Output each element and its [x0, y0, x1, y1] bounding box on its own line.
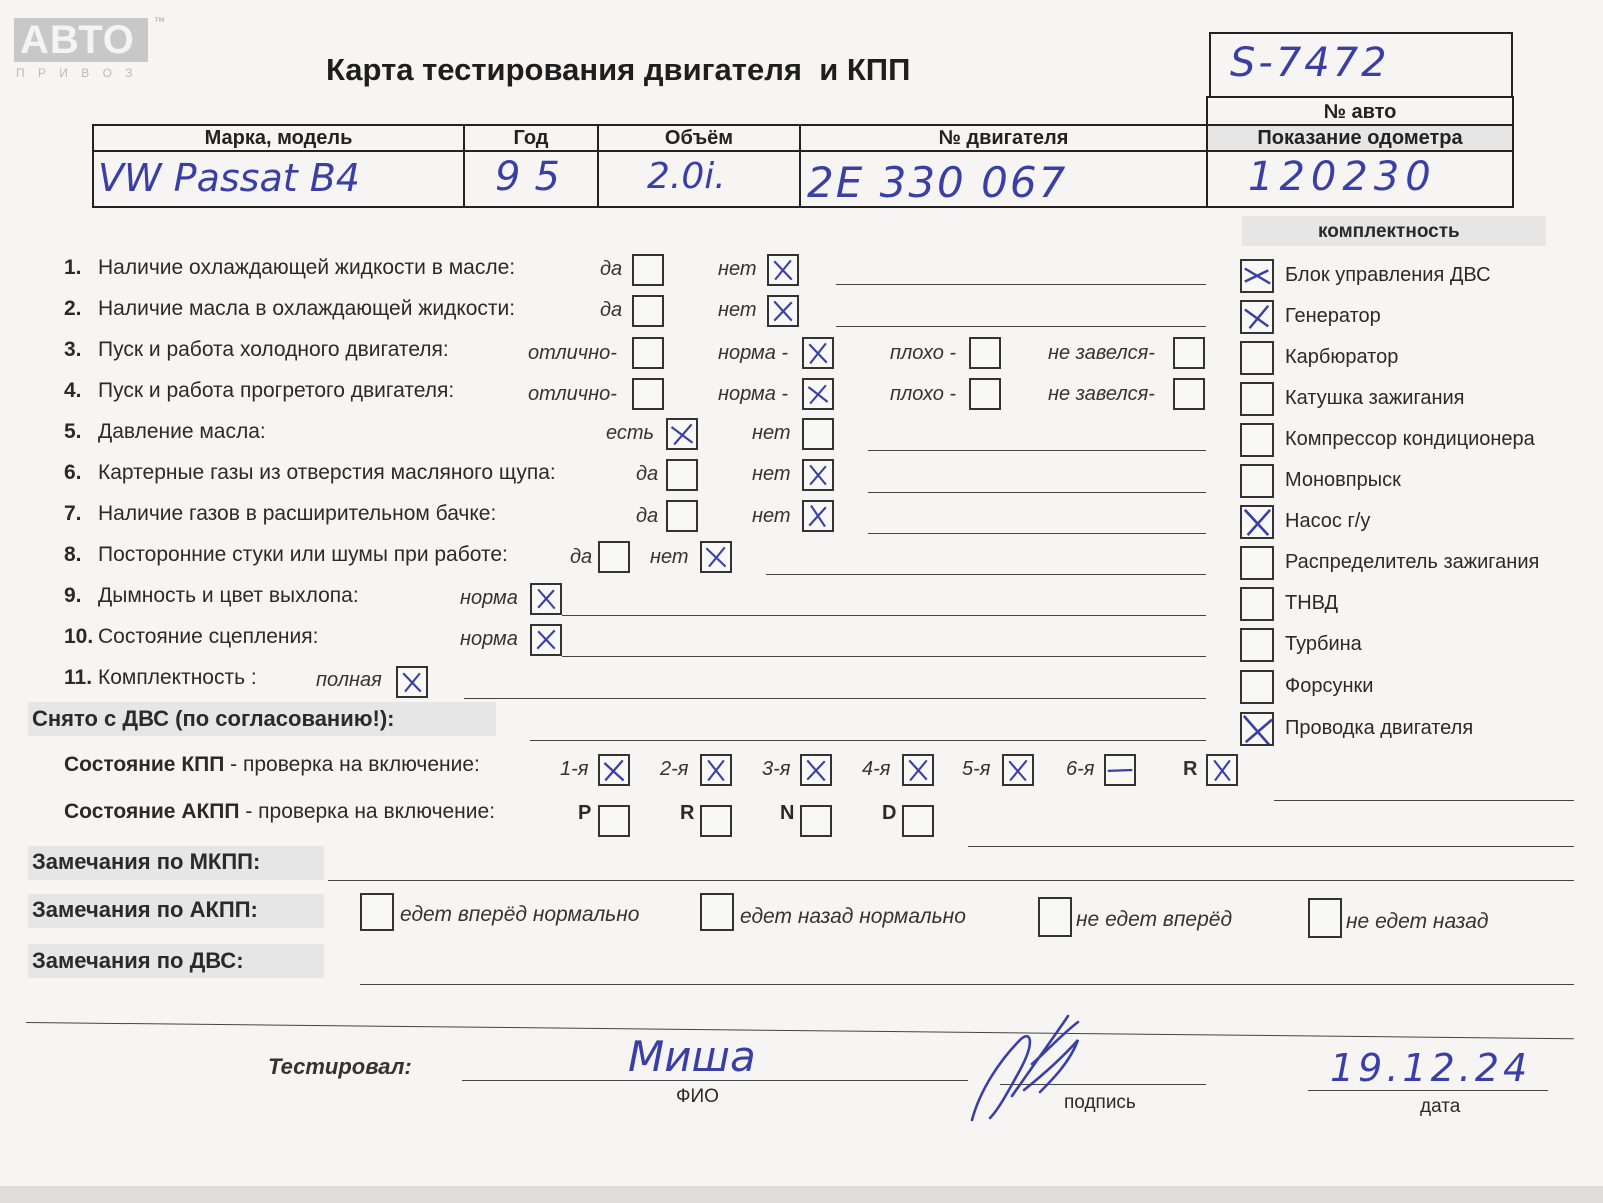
removed-line	[530, 740, 1206, 741]
gear-label: 2-я	[660, 758, 689, 780]
komplekt-checkbox[interactable]	[1240, 712, 1274, 746]
make-model-value: VW Passat B4	[98, 156, 360, 200]
akpp-remark-checkbox[interactable]	[1308, 898, 1342, 938]
check-mark-icon	[1242, 261, 1272, 291]
check-mark-icon	[769, 256, 797, 284]
kpp-label	[64, 753, 480, 777]
option-label: да	[570, 546, 593, 568]
komplekt-label: Проводка двигателя	[1285, 717, 1474, 739]
checkbox-da[interactable]	[632, 254, 664, 286]
gear-label: 4-я	[862, 758, 891, 780]
item-text: Наличие охлаждающей жидкости в масле:	[98, 256, 516, 279]
komplekt-label: Компрессор кондиционера	[1285, 428, 1535, 450]
item-text: Картерные газы из отверстия масляного щупа:	[98, 461, 556, 484]
check-mark-icon	[804, 380, 832, 408]
komplekt-label: Насос г/у	[1285, 510, 1371, 532]
col-odometer: Показание одометра	[1207, 125, 1513, 151]
checkbox-norma[interactable]	[530, 624, 562, 656]
item-text: Дымность и цвет выхлопа:	[98, 584, 359, 607]
mode-label: D	[882, 802, 897, 824]
komplekt-checkbox[interactable]	[1240, 464, 1274, 498]
item-number: 8.	[64, 543, 82, 566]
option-label: да	[600, 299, 623, 321]
mode-label: N	[780, 802, 795, 824]
checkbox-net[interactable]	[700, 541, 732, 573]
check-mark-icon	[532, 626, 560, 654]
komplekt-checkbox[interactable]	[1240, 587, 1274, 621]
komplekt-label: Турбина	[1285, 633, 1362, 655]
gear-checkbox[interactable]	[700, 754, 732, 786]
gear-checkbox[interactable]	[1206, 754, 1238, 786]
option-label: нет	[752, 463, 791, 485]
tested-by-label: Тестировал:	[268, 1054, 412, 1079]
item-text: Состояние сцепления:	[98, 625, 319, 648]
item-text: Наличие масла в охлаждающей жидкости:	[98, 297, 516, 320]
mode-checkbox[interactable]	[800, 805, 832, 837]
kpp-label-bold: Состояние КПП	[64, 753, 225, 776]
check-mark-icon	[904, 756, 932, 784]
checkbox-da[interactable]	[666, 500, 698, 532]
mode-checkbox[interactable]	[700, 805, 732, 837]
odometer-value: 120230	[1248, 154, 1437, 200]
engine-no-value: 2E 330 067	[807, 158, 1068, 207]
date-line	[1308, 1090, 1548, 1091]
col-engine-no: № двигателя	[800, 125, 1207, 151]
option-label: не завелся-	[1048, 342, 1155, 364]
komplekt-label: ТНВД	[1285, 592, 1339, 614]
item-text: Пуск и работа холодного двигателя:	[98, 338, 449, 361]
komplekt-label: Блок управления ДВС	[1285, 264, 1491, 286]
akpp-remark-checkbox[interactable]	[1038, 897, 1072, 937]
remarks-dvs-label: Замечания по ДВС:	[32, 948, 244, 973]
gear-checkbox[interactable]	[902, 754, 934, 786]
vehicle-info-table	[92, 96, 1514, 208]
akpp-label-rest: - проверка на включение:	[239, 800, 496, 823]
col-make-model: Марка, модель	[93, 125, 464, 151]
checkbox-otlichno[interactable]	[632, 378, 664, 410]
item-number: 5.	[64, 420, 82, 443]
fio-label: ФИО	[676, 1086, 719, 1107]
komplekt-label: Катушка зажигания	[1285, 387, 1465, 409]
komplekt-label: Форсунки	[1285, 675, 1374, 697]
komplekt-label: Карбюратор	[1285, 346, 1399, 368]
item-number: 7.	[64, 502, 82, 525]
checkbox-net[interactable]	[767, 254, 799, 286]
check-mark-icon	[600, 756, 628, 784]
page-bottom-edge	[0, 1186, 1603, 1203]
item-number: 9.	[64, 584, 82, 607]
gear-checkbox[interactable]	[598, 754, 630, 786]
komplekt-label: Распределитель зажигания	[1285, 551, 1540, 573]
check-mark-icon	[532, 585, 560, 613]
check-mark-icon	[702, 543, 730, 571]
check-mark-icon	[804, 502, 832, 530]
option-label: отлично-	[528, 342, 617, 364]
komplekt-checkbox[interactable]	[1240, 423, 1274, 457]
item-number: 2.	[64, 297, 82, 320]
remarks-mkpp-label: Замечания по МКПП:	[32, 849, 261, 874]
item-number: 4.	[64, 379, 82, 402]
logo	[14, 14, 164, 84]
akpp-remark-label: не едет назад	[1346, 910, 1489, 933]
gear-checkbox[interactable]	[1104, 754, 1136, 786]
checkbox-ploho[interactable]	[969, 337, 1001, 369]
date-value: 19.12.24	[1330, 1046, 1532, 1090]
gear-label: 6-я	[1066, 758, 1095, 780]
gear-label: 3-я	[762, 758, 791, 780]
answer-line	[868, 492, 1206, 493]
logo-tm: ™	[154, 16, 165, 28]
remarks-dvs-line-2	[26, 1022, 1574, 1039]
option-label: да	[600, 258, 623, 280]
akpp-remark-label: едет вперёд нормально	[400, 903, 640, 926]
checkbox-net[interactable]	[802, 418, 834, 450]
komplekt-label: Моновпрыск	[1285, 469, 1401, 491]
answer-line	[868, 450, 1206, 451]
checkbox-polnaya[interactable]	[396, 666, 428, 698]
item-number: 11.	[64, 666, 93, 689]
akpp-remark-label: не едет вперёд	[1076, 908, 1233, 931]
item-text: Посторонние стуки или шумы при работе:	[98, 543, 508, 566]
checkbox-da[interactable]	[632, 295, 664, 327]
option-label: да	[636, 505, 659, 527]
check-mark-icon	[802, 756, 830, 784]
logo-text: АВТО	[20, 18, 135, 62]
item-text: Давление масла:	[98, 420, 266, 443]
tester-name-value: Миша	[628, 1032, 756, 1081]
remarks-mkpp-line	[328, 880, 1574, 881]
komplekt-title: комплектность	[1318, 221, 1460, 242]
option-label: да	[636, 463, 659, 485]
checkbox-net[interactable]	[802, 500, 834, 532]
gear-label: 1-я	[560, 758, 589, 780]
akpp-label	[64, 800, 495, 824]
check-mark-icon	[1208, 756, 1236, 784]
col-year: Год	[464, 125, 598, 151]
item-text: Комплектность :	[98, 666, 257, 689]
checkbox-norma[interactable]	[802, 337, 834, 369]
mode-label: P	[578, 802, 592, 824]
item-text: Наличие газов в расширительном бачке:	[98, 502, 497, 525]
answer-line	[464, 698, 1206, 699]
checkbox-otlichno[interactable]	[632, 337, 664, 369]
answer-line	[562, 656, 1206, 657]
checkbox-da[interactable]	[666, 459, 698, 491]
option-label: плохо -	[890, 383, 957, 405]
check-mark-icon	[1242, 714, 1272, 744]
akpp-remark-checkbox[interactable]	[700, 893, 734, 931]
check-mark-icon	[1004, 756, 1032, 784]
komplekt-checkbox[interactable]	[1240, 670, 1274, 704]
option-label: не завелся-	[1048, 383, 1155, 405]
col-volume: Объём	[598, 125, 800, 151]
check-mark-icon	[769, 297, 797, 325]
check-mark-icon	[1242, 507, 1272, 537]
car-number-label: № авто	[1207, 97, 1513, 125]
checkbox-net[interactable]	[767, 295, 799, 327]
checkbox-net[interactable]	[802, 459, 834, 491]
gear-checkbox[interactable]	[1002, 754, 1034, 786]
mode-checkbox[interactable]	[598, 805, 630, 837]
komplekt-checkbox[interactable]	[1240, 259, 1274, 293]
logo-subtext: П Р И В О З	[16, 66, 138, 80]
akpp-line	[968, 846, 1574, 847]
signature-label: подпись	[1064, 1092, 1136, 1113]
answer-line	[868, 533, 1206, 534]
kpp-label-rest: - проверка на включение:	[224, 753, 480, 776]
checkbox-ploho[interactable]	[969, 378, 1001, 410]
item-text: Пуск и работа прогретого двигателя:	[98, 379, 455, 402]
checkbox-ne-zavelsya[interactable]	[1173, 337, 1205, 369]
answer-line	[766, 574, 1206, 575]
option-label: нет	[718, 299, 757, 321]
check-mark-icon	[702, 756, 730, 784]
mode-checkbox[interactable]	[902, 805, 934, 837]
option-label: нет	[650, 546, 689, 568]
date-label: дата	[1420, 1096, 1461, 1117]
item-number: 1.	[64, 256, 82, 279]
item-number: 10.	[64, 625, 94, 648]
checkbox-norma[interactable]	[530, 583, 562, 615]
checkbox-ne-zavelsya[interactable]	[1173, 378, 1205, 410]
option-label: норма -	[718, 383, 789, 405]
check-mark-icon	[804, 339, 832, 367]
check-mark-icon	[398, 668, 426, 696]
year-value: 95	[495, 154, 574, 200]
komplekt-checkbox[interactable]	[1240, 341, 1274, 375]
option-label: полная	[316, 669, 382, 691]
check-mark-icon	[668, 420, 696, 448]
item-number: 6.	[64, 461, 82, 484]
option-label: норма	[460, 628, 518, 650]
komplekt-checkbox[interactable]	[1240, 546, 1274, 580]
option-label: нет	[752, 422, 791, 444]
answer-line	[836, 326, 1206, 327]
checkbox-da[interactable]	[598, 541, 630, 573]
gear-label: 5-я	[962, 758, 991, 780]
answer-line	[562, 615, 1206, 616]
option-label: нет	[752, 505, 791, 527]
check-mark-icon	[1242, 302, 1272, 332]
akpp-remark-checkbox[interactable]	[360, 893, 394, 931]
remarks-akpp-label: Замечания по АКПП:	[32, 897, 258, 922]
remarks-dvs-line	[360, 984, 1574, 985]
komplekt-checkbox[interactable]	[1240, 300, 1274, 334]
komplekt-checkbox[interactable]	[1240, 382, 1274, 416]
checkbox-est[interactable]	[666, 418, 698, 450]
checkbox-norma[interactable]	[802, 378, 834, 410]
komplekt-label: Генератор	[1285, 305, 1381, 327]
car-number-value: S-7472	[1230, 40, 1390, 86]
volume-value: 2.0i.	[647, 156, 726, 197]
kpp-line	[1274, 800, 1574, 801]
mode-label: R	[680, 802, 695, 824]
komplekt-checkbox[interactable]	[1240, 628, 1274, 662]
option-label: норма -	[718, 342, 789, 364]
check-mark-icon	[804, 461, 832, 489]
option-label: нет	[718, 258, 757, 280]
gear-label: R	[1183, 758, 1198, 780]
page-title: Карта тестирования двигателя и КПП	[326, 52, 911, 87]
komplekt-checkbox[interactable]	[1240, 505, 1274, 539]
dash-mark-icon	[1106, 756, 1134, 784]
answer-line	[836, 284, 1206, 285]
akpp-remark-label: едет назад нормально	[740, 905, 966, 928]
gear-checkbox[interactable]	[800, 754, 832, 786]
option-label: отлично-	[528, 383, 617, 405]
akpp-label-bold: Состояние АКПП	[64, 800, 240, 823]
item-number: 3.	[64, 338, 82, 361]
option-label: плохо -	[890, 342, 957, 364]
option-label: есть	[606, 422, 655, 444]
removed-label: Снято с ДВС (по согласованию!):	[32, 706, 395, 731]
option-label: норма	[460, 587, 518, 609]
